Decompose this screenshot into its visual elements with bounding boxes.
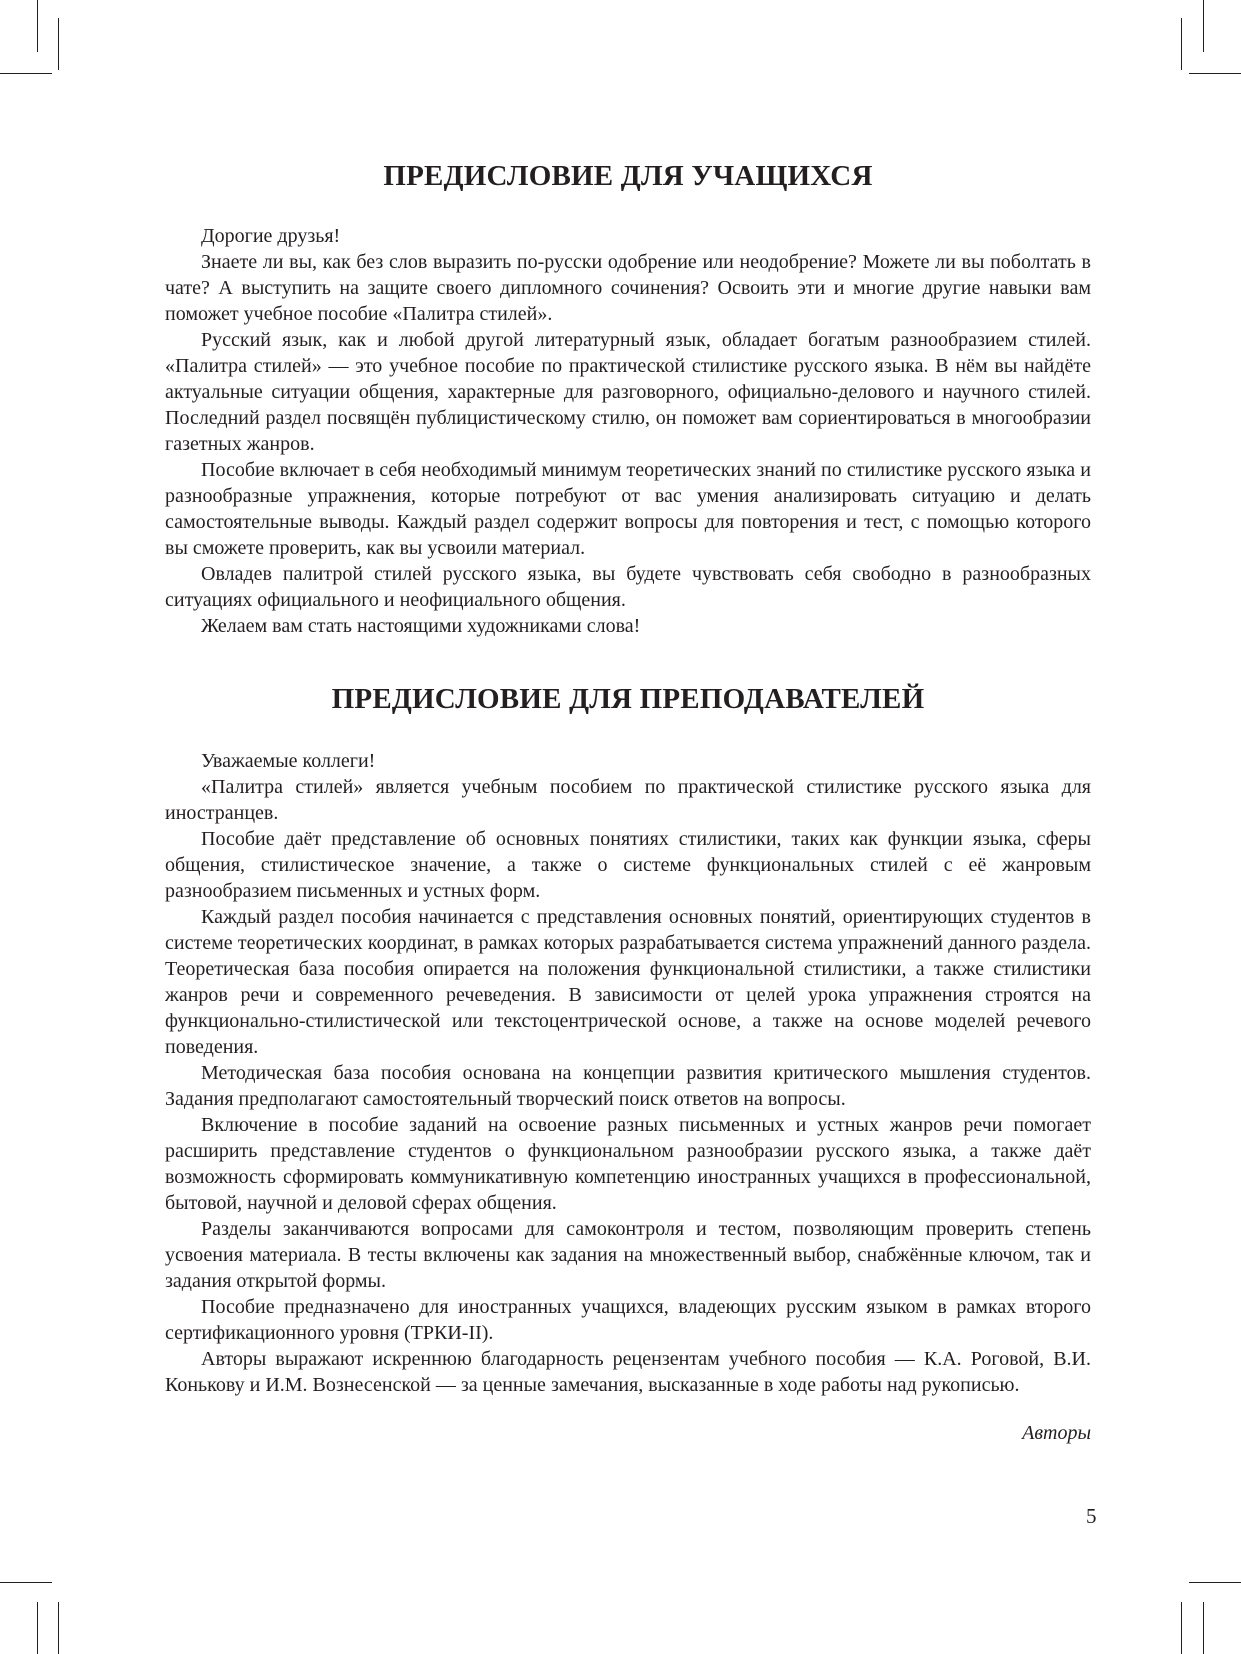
paragraph: Пособие включает в себя необходимый минимум теоретических знаний по стилистике русского языка и разнообразные упражнения, которые потребуют от вас умения анализировать ситуацию и делать самостоятельные выводы. Каждый раздел содержит вопросы для повторения и тест, с помощью которого вы сможете проверить, как вы усвоили материал. — [165, 459, 1091, 559]
page-content — [165, 140, 1091, 1445]
paragraph: Пособие даёт представление об основных понятиях стилистики, таких как функции языка, сферы общения, стилистическое значение, а также о системе функциональных стилей с её жанровым разнообразием письменных и устных форм. — [165, 828, 1091, 902]
paragraph: Разделы заканчиваются вопросами для самоконтроля и тестом, позволяющим проверить степень усвоения материала. В тесты включены как задания на множественный выбор, снабжённые ключом, так и задания открытой формы. — [165, 1218, 1091, 1292]
crop-mark — [58, 18, 59, 70]
paragraph: Знаете ли вы, как без слов выразить по-русски одобрение или неодобрение? Можете ли вы поболтать в чате? А выступить на защите своего дипломного сочинения? Освоить эти и многие другие навыки вам поможет учебное пособие «Палитра стилей». — [165, 251, 1091, 325]
paragraph: «Палитра стилей» является учебным пособием по практической стилистике русского языка для иностранцев. — [165, 776, 1091, 824]
crop-mark — [58, 1602, 59, 1654]
crop-mark — [1181, 18, 1182, 70]
preface-students — [165, 160, 1091, 639]
crop-mark — [0, 1582, 52, 1583]
paragraph: Включение в пособие заданий на освоение разных письменных и устных жанров речи помогает расширить представление студентов о функциональном разнообразии русского языка, а также даёт возможность сформировать коммуникативную компетенцию иностранных учащихся в профессиональной, бытовой, научной и деловой сферах общения. — [165, 1114, 1091, 1214]
crop-mark — [0, 73, 52, 74]
paragraph: Методическая база пособия основана на концепции развития критического мышления студентов. Задания предполагают самостоятельный творческий поиск ответов на вопросы. — [165, 1062, 1091, 1110]
paragraph: Уважаемые коллеги! — [201, 750, 376, 772]
section-title: ПРЕДИСЛОВИЕ ДЛЯ УЧАЩИХСЯ — [383, 160, 873, 192]
page-number: 5 — [1086, 1504, 1097, 1528]
paragraph: Авторы выражают искреннюю благодарность рецензентам учебного пособия — К.А. Роговой, В.И. Конькову и И.М. Вознесенской — за ценные замечания, высказанные в ходе работы над рукописью. — [165, 1348, 1091, 1396]
section-title: ПРЕДИСЛОВИЕ ДЛЯ ПРЕПОДАВАТЕЛЕЙ — [331, 683, 925, 715]
crop-mark — [1203, 1602, 1204, 1654]
paragraph: Каждый раздел пособия начинается с представления основных понятий, ориентирующих студентов в системе теоретических координат, в рамках которых разрабатывается система упражнений данного раздела. Теоретическая база пособия опирается на положения функциональной стилистики, а также стилистики жанров речи и современного речеведения. В зависимости от целей урока упражнения строятся на функционально-стилистической или текстоцентрической основе, а также на основе моделей речевого поведения. — [165, 906, 1091, 1058]
crop-mark — [1189, 73, 1241, 74]
crop-mark — [37, 0, 38, 52]
signature: Авторы — [1022, 1422, 1091, 1444]
crop-mark — [37, 1602, 38, 1654]
paragraph: Русский язык, как и любой другой литературный язык, обладает богатым разнообразием стилей. «Палитра стилей» — это учебное пособие по практической стилистике русского языка. В нём вы найдёте актуальные ситуации общения, характерные для разговорного, официально-делового и научного стилей. Последний раздел посвящён публицистическому стилю, он поможет вам сориентироваться в многообразии газетных жанров. — [165, 329, 1091, 455]
paragraph: Пособие предназначено для иностранных учащихся, владеющих русским языком в рамках второго сертификационного уровня (ТРКИ-II). — [165, 1296, 1091, 1344]
paragraph: Овладев палитрой стилей русского языка, вы будете чувствовать себя свободно в разнообразных ситуациях официального и неофициального общения. — [165, 563, 1091, 611]
crop-mark — [1181, 1602, 1182, 1654]
preface-teachers — [165, 683, 1091, 1445]
crop-mark — [1203, 0, 1204, 52]
paragraph: Желаем вам стать настоящими художниками слова! — [201, 615, 641, 637]
paragraph: Дорогие друзья! — [201, 225, 341, 247]
crop-mark — [1189, 1582, 1241, 1583]
